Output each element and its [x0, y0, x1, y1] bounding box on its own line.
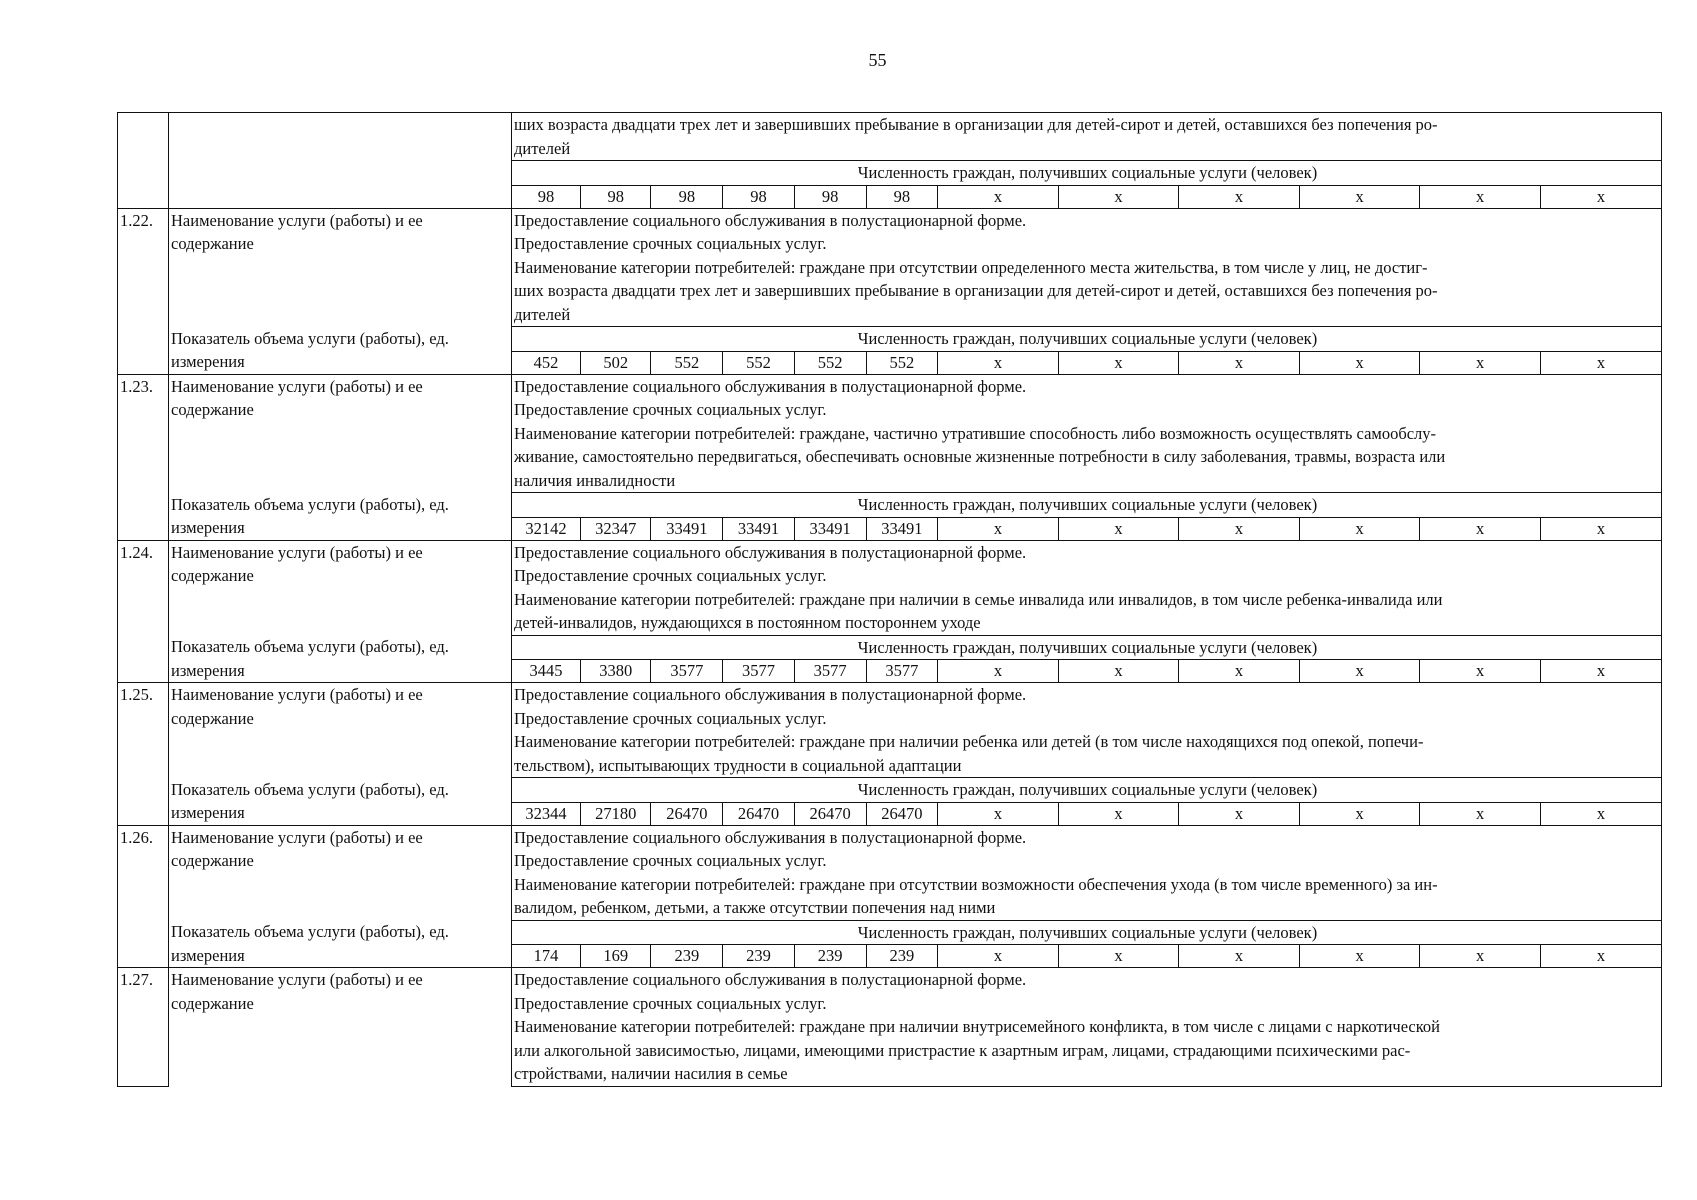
service-row — [118, 968, 1662, 1087]
value-cell: 26470 — [866, 803, 938, 825]
name-label-line: содержание — [171, 400, 254, 419]
name-label-line: содержание — [171, 566, 254, 585]
row-number: 1.22. — [118, 208, 169, 374]
values-row — [512, 660, 1661, 682]
description-cell — [512, 825, 1662, 920]
indicator-label — [169, 327, 512, 375]
value-cell: 552 — [866, 352, 938, 374]
description-line: Наименование категории потребителей: граждане при наличии внутрисемейного конфликта, в том числе с лицами с наркотической — [514, 1017, 1441, 1036]
description-line: или алкогольной зависимостью, лицами, имеющими пристрастие к азартным играм, лицами, страдающими психическими рас- — [514, 1040, 1411, 1060]
indicator-label-line: измерения — [171, 660, 245, 680]
row-number: 1.27. — [118, 968, 169, 1087]
value-cell: x — [938, 660, 1059, 682]
row-number: 1.24. — [118, 540, 169, 683]
description-line: Предоставление социального обслуживания в полустационарной форме. — [514, 542, 1027, 562]
description-cell — [512, 540, 1662, 635]
description-line: Наименование категории потребителей: граждане при отсутствии определенного места жительства, в том числе у лиц, не достиг- — [514, 257, 1428, 277]
values-row — [512, 352, 1661, 374]
values-cell — [512, 802, 1662, 825]
values-table — [512, 518, 1661, 540]
value-cell: x — [1420, 352, 1541, 374]
value-cell: x — [1420, 186, 1541, 208]
indicator-header-row — [118, 327, 1662, 352]
name-label-line: Наименование услуги (работы) и ее — [171, 970, 423, 989]
description-line: Предоставление срочных социальных услуг. — [514, 708, 827, 728]
indicator-header: Численность граждан, получивших социальные услуги (человек) — [512, 327, 1662, 352]
value-cell: x — [1420, 660, 1541, 682]
name-label-line: содержание — [171, 851, 254, 870]
name-label-line: Наименование услуги (работы) и ее — [171, 685, 423, 704]
values-cell — [512, 660, 1662, 683]
service-name-label — [169, 968, 512, 1087]
value-cell: x — [1299, 945, 1420, 967]
value-cell: x — [1179, 518, 1300, 540]
description-line: ших возраста двадцати трех лет и завершивших пребывание в организации для детей-сирот и детей, оставшихся без попечения ро- — [514, 115, 1438, 134]
description-cell — [512, 374, 1662, 493]
value-cell: x — [938, 186, 1059, 208]
description-cell — [512, 113, 1662, 161]
values-cell — [512, 351, 1662, 374]
value-cell: x — [1596, 352, 1606, 372]
service-row — [118, 540, 1662, 635]
value-cell: x — [1179, 352, 1300, 374]
indicator-label-line: Показатель объема услуги (работы), ед. — [171, 779, 449, 799]
value-cell: x — [1596, 186, 1606, 206]
values-cell — [512, 517, 1662, 540]
service-row — [118, 374, 1662, 493]
value-cell: 452 — [512, 352, 580, 374]
value-cell: 3577 — [794, 660, 866, 682]
description-line: наличия инвалидности — [514, 470, 676, 490]
value-cell: 33491 — [794, 518, 866, 540]
value-cell: 3445 — [512, 660, 580, 682]
description-line: валидом, ребенком, детьми, а также отсутствии попечения над ними — [514, 898, 996, 917]
value-cell: x — [1179, 660, 1300, 682]
value-cell: 552 — [794, 352, 866, 374]
description-line: Предоставление социального обслуживания в полустационарной форме. — [514, 685, 1027, 704]
value-cell: x — [1596, 803, 1606, 823]
value-cell: 98 — [723, 186, 795, 208]
value-cell: x — [1058, 660, 1179, 682]
service-name-label — [169, 374, 512, 493]
value-cell: 239 — [794, 945, 866, 967]
value-cell: x — [938, 945, 1059, 967]
description-line: Наименование категории потребителей: граждане при наличии в семье инвалида или инвалидов, в том числе ребенка-инвалида или — [514, 589, 1443, 609]
indicator-label-line: Показатель объема услуги (работы), ед. — [171, 328, 449, 348]
name-label-line: содержание — [171, 234, 254, 253]
values-row — [512, 945, 1661, 967]
value-cell: 552 — [723, 352, 795, 374]
row-number: 1.23. — [118, 374, 169, 540]
indicator-label-line: измерения — [171, 518, 245, 537]
value-cell: x — [1058, 803, 1179, 825]
name-label-line: Наименование услуги (работы) и ее — [171, 210, 423, 230]
value-cell: 26470 — [723, 803, 795, 825]
value-cell: 239 — [723, 945, 795, 967]
description-line: Предоставление срочных социальных услуг. — [514, 851, 827, 870]
service-row — [118, 208, 1662, 327]
values-table — [512, 803, 1661, 825]
name-label-line: содержание — [171, 708, 254, 728]
page-number: 55 — [868, 50, 887, 70]
description-cell — [512, 968, 1662, 1087]
value-cell: 32347 — [580, 518, 651, 540]
value-cell: x — [1058, 945, 1179, 967]
value-cell: 552 — [651, 352, 723, 374]
indicator-label-line: Показатель объема услуги (работы), ед. — [171, 922, 449, 941]
indicator-label — [169, 920, 512, 968]
indicator-label-line: измерения — [171, 945, 245, 965]
value-cell: x — [1179, 186, 1300, 208]
value-cell: x — [938, 352, 1059, 374]
values-row — [512, 803, 1661, 825]
value-cell: 502 — [580, 352, 651, 374]
name-label-line: Наименование услуги (работы) и ее — [171, 827, 423, 847]
value-cell: x — [1420, 945, 1541, 967]
description-line: Наименование категории потребителей: граждане, частично утратившие способность либо возможность осуществлять самообслу- — [514, 423, 1437, 443]
value-cell: 239 — [651, 945, 723, 967]
service-row — [118, 825, 1662, 920]
value-cell: 98 — [866, 186, 938, 208]
value-cell: x — [1179, 945, 1300, 967]
values-row — [512, 186, 1661, 208]
values-cell — [512, 185, 1662, 208]
row-number: 1.25. — [118, 683, 169, 826]
values-cell — [512, 945, 1662, 968]
value-cell: x — [1299, 518, 1420, 540]
indicator-header: Численность граждан, получивших социальные услуги (человек) — [512, 635, 1662, 660]
value-cell: 239 — [866, 945, 938, 967]
values-table — [512, 945, 1661, 967]
services-table-body — [118, 113, 1662, 1087]
indicator-label-line: измерения — [171, 803, 245, 822]
indicator-header: Численность граждан, получивших социальные услуги (человек) — [512, 778, 1662, 803]
description-cell — [512, 683, 1662, 778]
value-cell: x — [1058, 518, 1179, 540]
value-cell: x — [1299, 352, 1420, 374]
value-cell: 3577 — [651, 660, 723, 682]
value-cell: x — [1058, 352, 1179, 374]
indicator-label-line: Показатель объема услуги (работы), ед. — [171, 494, 449, 514]
row-number-cell — [118, 113, 169, 209]
value-cell: x — [1596, 518, 1606, 538]
value-cell: x — [1299, 186, 1420, 208]
description-line: дителей — [514, 138, 571, 158]
value-cell: x — [1596, 661, 1606, 680]
value-cell: x — [1179, 803, 1300, 825]
value-cell: 33491 — [651, 518, 723, 540]
name-label-line: содержание — [171, 993, 254, 1013]
value-cell: x — [1596, 946, 1606, 965]
values-table — [512, 352, 1661, 374]
description-line: живание, самостоятельно передвигаться, обеспечивать основные жизненные потребности в силу заболевания, травмы, возраста или — [514, 447, 1446, 466]
description-line: Предоставление срочных социальных услуг. — [514, 993, 827, 1013]
description-line: ших возраста двадцати трех лет и завершивших пребывание в организации для детей-сирот и детей, оставшихся без попечения ро- — [514, 281, 1438, 300]
description-line: Предоставление социального обслуживания в полустационарной форме. — [514, 210, 1027, 230]
name-label-line: Наименование услуги (работы) и ее — [171, 376, 423, 396]
label-cell — [169, 113, 512, 209]
value-cell: 174 — [512, 945, 580, 967]
value-cell: 3577 — [723, 660, 795, 682]
value-cell: 32344 — [512, 803, 580, 825]
description-line: детей-инвалидов, нуждающихся в постоянном постороннем уходе — [514, 613, 981, 632]
indicator-label — [169, 493, 512, 541]
description-line: Наименование категории потребителей: граждане при отсутствии возможности обеспечения ухода (в том числе временного) за ин- — [514, 874, 1438, 894]
indicator-header-row — [118, 493, 1662, 518]
indicator-header: Численность граждан, получивших социальные услуги (человек) — [512, 161, 1662, 186]
description-line: Предоставление срочных социальных услуг. — [514, 234, 827, 253]
service-name-label — [169, 825, 512, 920]
value-cell: 3577 — [866, 660, 938, 682]
value-cell: 169 — [580, 945, 651, 967]
value-cell: 98 — [580, 186, 651, 208]
description-line: стройствами, наличии насилия в семье — [514, 1064, 788, 1083]
service-row — [118, 683, 1662, 778]
services-table — [117, 112, 1662, 1087]
values-row — [512, 518, 1661, 540]
value-cell: 27180 — [580, 803, 651, 825]
value-cell: 33491 — [866, 518, 938, 540]
description-line: Предоставление социального обслуживания в полустационарной форме. — [514, 376, 1027, 396]
description-line: тельством), испытывающих трудности в социальной адаптации — [514, 755, 962, 775]
value-cell: 98 — [512, 186, 580, 208]
service-name-label — [169, 683, 512, 778]
description-line: Предоставление срочных социальных услуг. — [514, 566, 827, 585]
description-line: Предоставление социального обслуживания в полустационарной форме. — [514, 827, 1027, 847]
value-cell: x — [1299, 803, 1420, 825]
indicator-header-row — [118, 920, 1662, 945]
indicator-label-line: Показатель объема услуги (работы), ед. — [171, 637, 449, 656]
continuation-row — [118, 113, 1662, 161]
indicator-header: Численность граждан, получивших социальные услуги (человек) — [512, 493, 1662, 518]
value-cell: x — [1299, 660, 1420, 682]
value-cell: 33491 — [723, 518, 795, 540]
indicator-label-line: измерения — [171, 352, 245, 371]
description-line: Предоставление срочных социальных услуг. — [514, 400, 827, 419]
description-cell — [512, 208, 1662, 327]
row-number: 1.26. — [118, 825, 169, 968]
value-cell: 26470 — [794, 803, 866, 825]
value-cell: 98 — [794, 186, 866, 208]
indicator-label — [169, 635, 512, 683]
indicator-header: Численность граждан, получивших социальные услуги (человек) — [512, 920, 1662, 945]
value-cell: x — [1420, 803, 1541, 825]
value-cell: x — [1420, 518, 1541, 540]
service-name-label — [169, 540, 512, 635]
value-cell: 26470 — [651, 803, 723, 825]
indicator-header-row — [118, 635, 1662, 660]
value-cell: x — [938, 803, 1059, 825]
value-cell: 98 — [651, 186, 723, 208]
indicator-header-row — [118, 778, 1662, 803]
name-label-line: Наименование услуги (работы) и ее — [171, 542, 423, 562]
values-table — [512, 186, 1661, 208]
indicator-label — [169, 778, 512, 826]
values-table — [512, 660, 1661, 682]
description-line: Предоставление социального обслуживания в полустационарной форме. — [514, 970, 1027, 989]
value-cell: x — [1058, 186, 1179, 208]
value-cell: 3380 — [580, 660, 651, 682]
description-line: дителей — [514, 304, 571, 324]
value-cell: 32142 — [512, 518, 580, 540]
description-line: Наименование категории потребителей: граждане при наличии ребенка или детей (в том числе находящихся под опекой, попечи- — [514, 732, 1424, 751]
value-cell: x — [938, 518, 1059, 540]
service-name-label — [169, 208, 512, 327]
